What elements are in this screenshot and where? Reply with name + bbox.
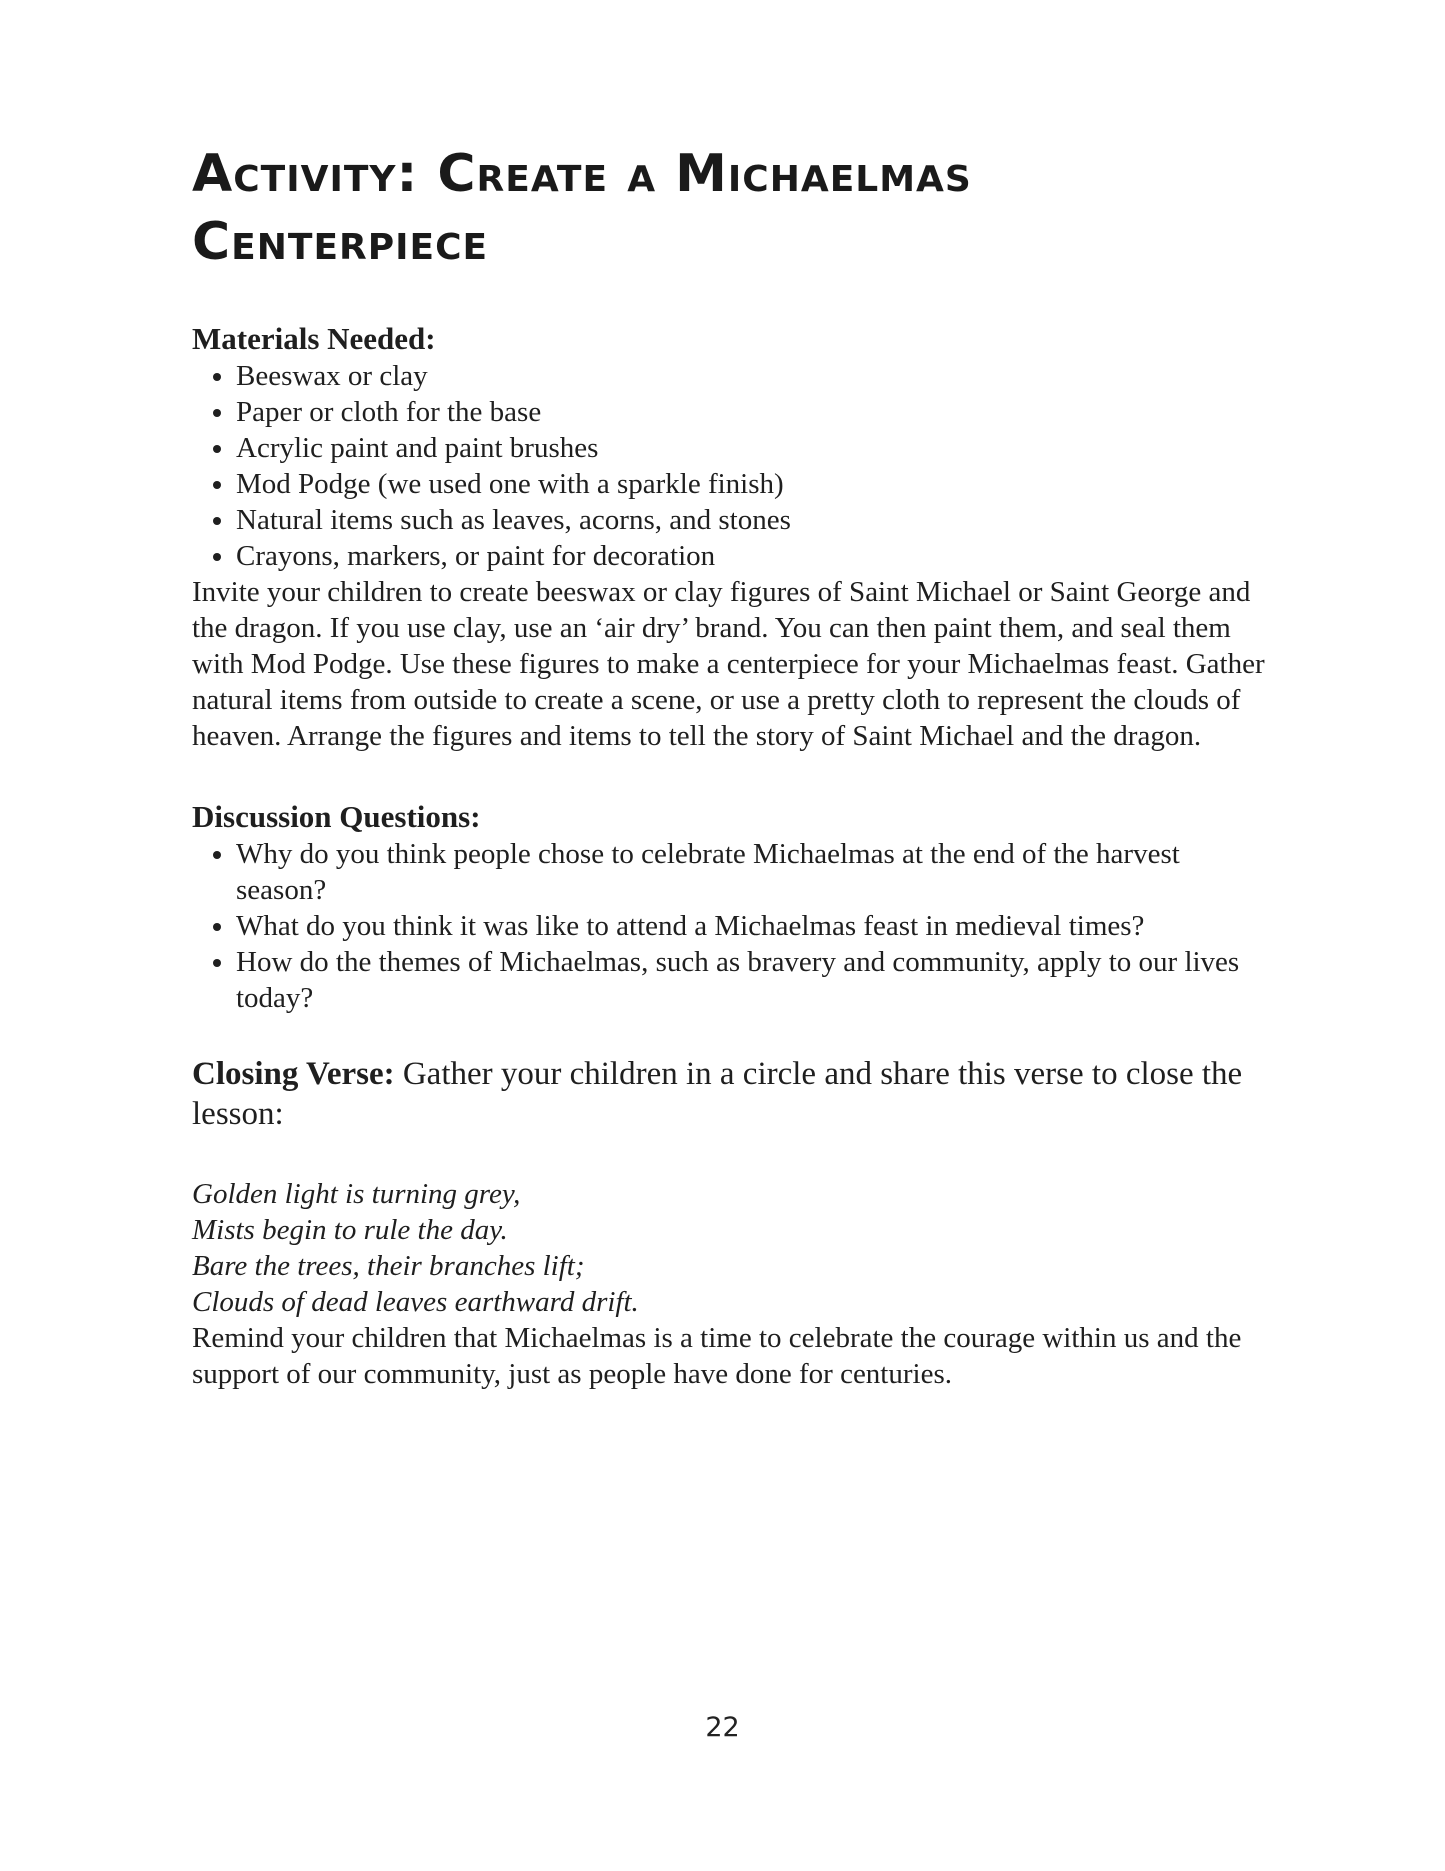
list-item: • Crayons, markers, or paint for decoration — [236, 538, 1272, 574]
discussion-list — [192, 836, 1272, 1016]
closing-verse-intro — [192, 1054, 1272, 1134]
title-line-1: Activity: Create a Michaelmas — [192, 144, 972, 204]
list-item: • How do the themes of Michaelmas, such as bravery and community, apply to our lives today? — [236, 944, 1272, 1016]
discussion-section — [192, 798, 1272, 1016]
closing-text: Gather your children in a circle and share this verse to close the lesson: — [192, 1056, 1243, 1132]
list-item: • Why do you think people chose to celebrate Michaelmas at the end of the harvest season? — [236, 836, 1272, 908]
title-line-2: Centerpiece — [192, 212, 489, 272]
list-item: • Paper or cloth for the base — [236, 394, 1272, 430]
verse-block — [192, 1176, 1272, 1320]
materials-section — [192, 320, 1272, 574]
page-number: 22 — [705, 1712, 740, 1743]
materials-list — [192, 358, 1272, 574]
discussion-heading: Discussion Questions: — [192, 799, 481, 834]
list-item: • Beeswax or clay — [236, 358, 1272, 394]
verse-line: Clouds of dead leaves earthward drift. — [192, 1286, 639, 1318]
list-item: • What do you think it was like to attend a Michaelmas feast in medieval times? — [236, 908, 1272, 944]
document-page — [192, 140, 1272, 1392]
list-item: • Natural items such as leaves, acorns, and stones — [236, 502, 1272, 538]
reminder-paragraph: Remind your children that Michaelmas is a time to celebrate the courage within us and the support of our community, just as people have done for centuries. — [192, 1322, 1242, 1390]
closing-label: Closing Verse: — [192, 1056, 395, 1092]
verse-line: Golden light is turning grey, — [192, 1178, 521, 1210]
materials-heading: Materials Needed: — [192, 321, 436, 356]
list-item: • Acrylic paint and paint brushes — [236, 430, 1272, 466]
verse-line: Mists begin to rule the day. — [192, 1214, 508, 1246]
verse-line: Bare the trees, their branches lift; — [192, 1250, 585, 1282]
page-title — [192, 140, 1272, 276]
list-item: • Mod Podge (we used one with a sparkle finish) — [236, 466, 1272, 502]
instructions-paragraph: Invite your children to create beeswax or clay figures of Saint Michael or Saint George and the dragon. If you use clay, use an ‘air dry’ brand. You can then paint them, and seal them with Mod Podge. Use these figures to make a centerpiece for your Michaelmas feast. Gather natural items from outside to create a scene, or use a pretty cloth to represent the clouds of heaven. Arrange the figures and items to tell the story of Saint Michael and the dragon. — [192, 576, 1265, 752]
